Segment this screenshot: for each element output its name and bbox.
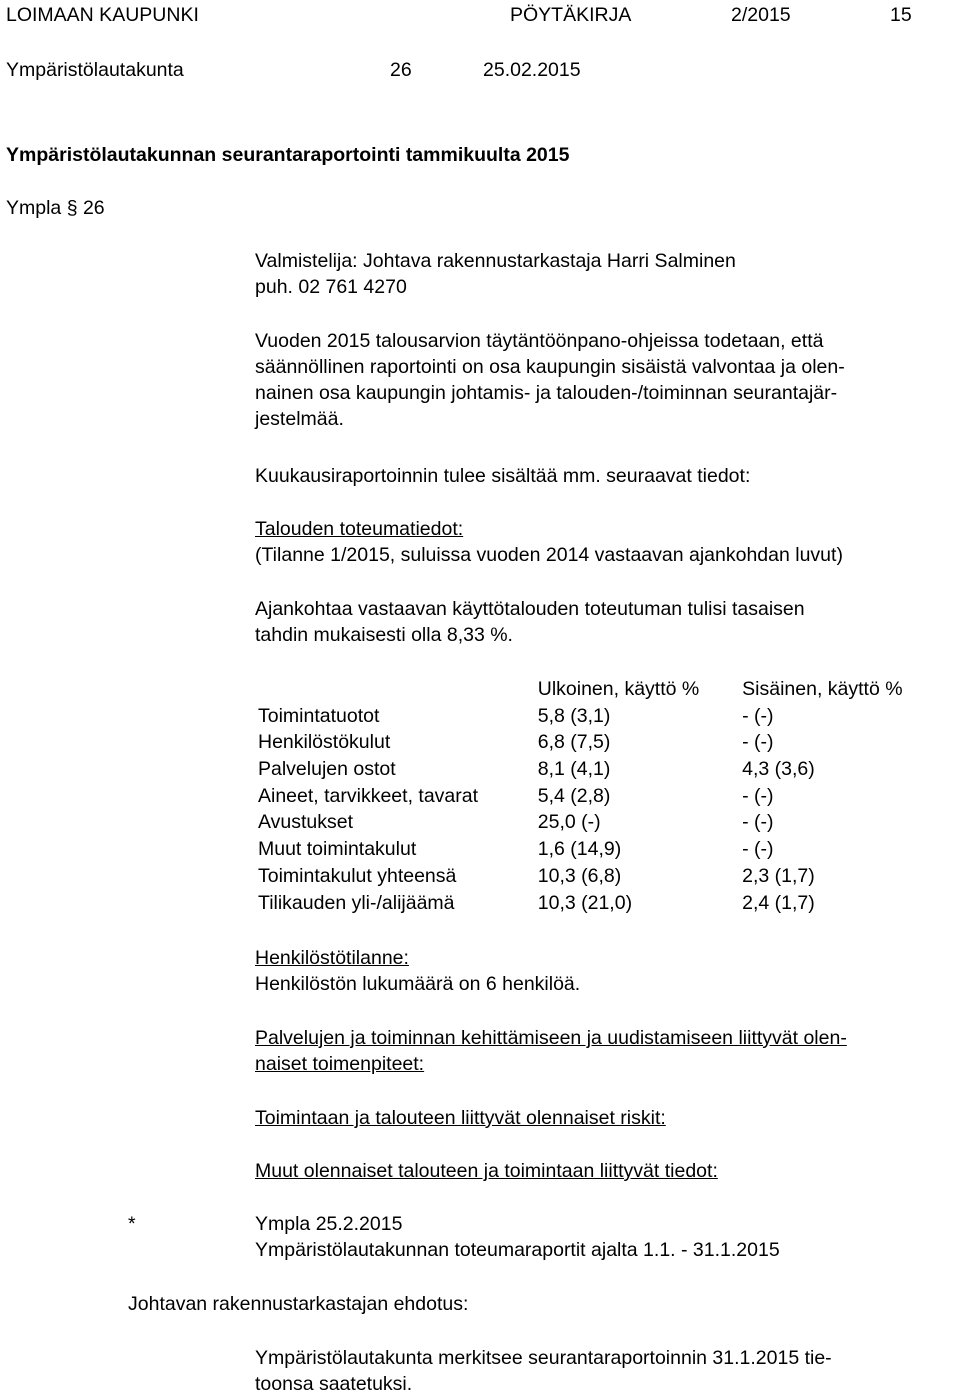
table-row <box>255 783 960 810</box>
internal-value: - (-) <box>742 704 774 727</box>
external-value: 5,8 (3,1) <box>537 704 611 727</box>
internal-value: - (-) <box>742 784 774 807</box>
row-label: Toimintatuotot <box>258 704 380 727</box>
personnel-text: Henkilöstön lukumäärä on 6 henkilöä. <box>255 973 581 995</box>
finance-note: (Tilanne 1/2015, suluissa vuoden 2014 vastaavan ajankohdan luvut) <box>255 544 843 566</box>
intro-line: nainen osa kaupungin johtamis- ja talouden-/toiminnan seurantajär- <box>255 382 838 404</box>
table-header-cell <box>255 676 538 703</box>
intro-line: jestelmää. <box>255 408 344 430</box>
personnel-heading: Henkilöstötilanne: <box>255 947 409 969</box>
proposal-text <box>255 1345 955 1397</box>
internal-value: - (-) <box>742 731 774 754</box>
row-label: Avustukset <box>258 811 354 834</box>
internal-value: - (-) <box>742 838 774 861</box>
other-info-heading: Muut olennaiset talouteen ja toimintaan liittyvät tiedot: <box>255 1160 718 1182</box>
target-paragraph <box>255 596 955 648</box>
row-label: Aineet, tarvikkeet, tavarat <box>258 784 479 807</box>
row-label: Muut toimintakulut <box>258 838 417 861</box>
proposal-heading: Johtavan rakennustarkastajan ehdotus: <box>128 1293 469 1315</box>
table-row <box>255 863 960 890</box>
finance-table <box>255 676 960 916</box>
table-row <box>255 836 960 863</box>
row-label: Henkilöstökulut <box>258 731 391 754</box>
proposal-line: Ympäristölautakunta merkitsee seurantaraportoinnin 31.1.2015 tie- <box>255 1347 832 1369</box>
page-title: Ympäristölautakunnan seurantaraportointi tammikuulta 2015 <box>6 144 570 166</box>
external-value: 6,8 (7,5) <box>537 731 611 754</box>
page-number: 15 <box>890 4 912 26</box>
document-type: PÖYTÄKIRJA <box>510 4 632 26</box>
preparer-info <box>255 248 955 300</box>
preparer-line: Valmistelija: Johtava rakennustarkastaja Harri Salminen <box>255 250 736 272</box>
external-value: 10,3 (6,8) <box>537 864 622 887</box>
table-row <box>255 809 960 836</box>
external-value: 5,4 (2,8) <box>537 784 611 807</box>
attachment-line: Ympla 25.2.2015 <box>255 1213 403 1235</box>
internal-value: 2,3 (1,7) <box>742 864 815 887</box>
internal-value: - (-) <box>742 811 774 834</box>
target-line: Ajankohtaa vastaavan käyttötalouden toteutuman tulisi tasaisen <box>255 598 805 620</box>
preparer-phone: puh. 02 761 4270 <box>255 276 407 298</box>
municipality-name: LOIMAAN KAUPUNKI <box>6 4 199 26</box>
external-value: 10,3 (21,0) <box>537 891 633 914</box>
development-line: Palvelujen ja toiminnan kehittämiseen ja uudistamiseen liittyvät olen- <box>255 1027 847 1049</box>
meeting-date: 25.02.2015 <box>483 59 581 81</box>
personnel-section <box>255 945 955 997</box>
table-row <box>255 703 960 730</box>
document-number: 2/2015 <box>731 4 791 26</box>
development-heading <box>255 1025 955 1077</box>
intro-line: säännöllinen raportointi on osa kaupungin sisäistä valvontaa ja olen- <box>255 356 845 378</box>
table-header-row <box>255 676 960 703</box>
table-row <box>255 756 960 783</box>
table-header-cell: Sisäinen, käyttö % <box>742 678 903 700</box>
intro-line: Vuoden 2015 talousarvion täytäntöönpano-ohjeissa todetaan, että <box>255 330 824 352</box>
finance-heading: Talouden toteumatiedot: <box>255 518 464 540</box>
risks-heading: Toimintaan ja talouteen liittyvät olennaiset riskit: <box>255 1107 666 1129</box>
table-header-cell: Ulkoinen, käyttö % <box>537 678 700 700</box>
attachment-info <box>255 1211 955 1263</box>
table-row <box>255 729 960 756</box>
target-line: tahdin mukaisesti olla 8,33 %. <box>255 624 513 646</box>
section-reference: Ympla § 26 <box>6 197 105 219</box>
committee-name: Ympäristölautakunta <box>6 59 184 81</box>
monthly-report-text: Kuukausiraportoinnin tulee sisältää mm. seuraavat tiedot: <box>255 465 751 487</box>
attachment-marker: * <box>128 1213 136 1235</box>
external-value: 25,0 (-) <box>537 811 601 834</box>
internal-value: 4,3 (3,6) <box>742 758 815 781</box>
intro-paragraph <box>255 328 955 432</box>
external-value: 8,1 (4,1) <box>537 758 611 781</box>
proposal-line: toonsa saatetuksi. <box>255 1373 413 1395</box>
row-label: Tilikauden yli-/alijäämä <box>258 891 455 914</box>
finance-section <box>255 516 955 568</box>
external-value: 1,6 (14,9) <box>537 838 622 861</box>
internal-value: 2,4 (1,7) <box>742 891 815 914</box>
table-row <box>255 890 960 917</box>
row-label: Palvelujen ostot <box>258 758 396 781</box>
section-number: 26 <box>390 59 412 81</box>
row-label: Toimintakulut yhteensä <box>258 864 457 887</box>
attachment-line: Ympäristölautakunnan toteumaraportit ajalta 1.1. - 31.1.2015 <box>255 1239 780 1261</box>
development-line: naiset toimenpiteet: <box>255 1053 425 1075</box>
